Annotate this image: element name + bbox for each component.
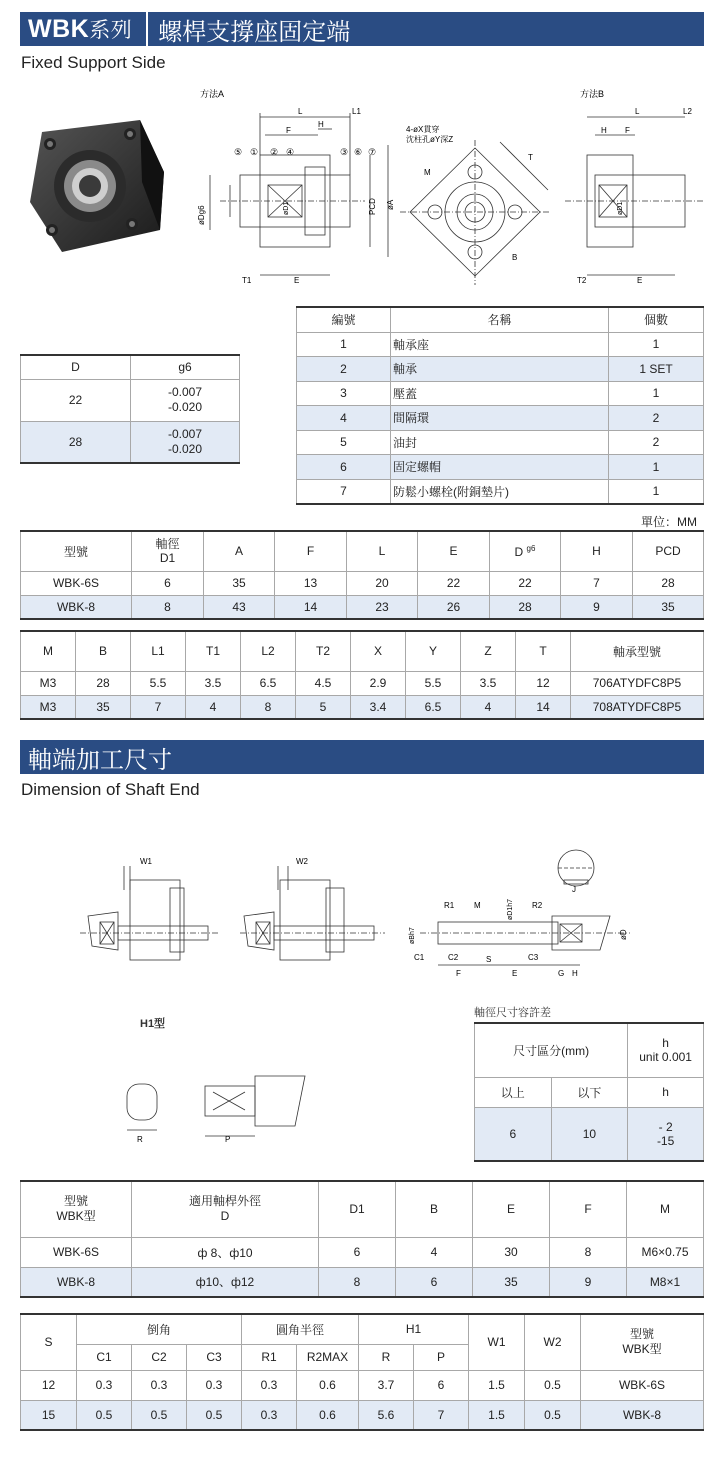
drawing-front-view	[400, 120, 560, 295]
table-cell: 8	[132, 595, 204, 619]
table-cell: 0.3	[77, 1370, 132, 1400]
table-cell: 20	[347, 571, 418, 595]
table-header-cell: 圓角半徑	[242, 1314, 359, 1344]
table-cell: 7	[131, 695, 186, 719]
dim-label-t2: T2	[577, 276, 587, 285]
table-header-cell: M	[21, 631, 76, 671]
dim-label-d1-b: øD1	[617, 201, 624, 215]
table-cell: 6.5	[406, 695, 461, 719]
method-a-label: 方法A	[200, 89, 225, 99]
callout-7: ⑦	[368, 147, 377, 157]
tol-header-d: D	[21, 355, 131, 379]
unit-label: 單位：MM	[641, 515, 697, 529]
dim-label-d1h7: øD1h7	[507, 898, 514, 920]
dim-label-m: M	[424, 168, 431, 177]
table-row	[21, 571, 704, 595]
table-cell: 4	[297, 406, 391, 431]
drawing-shaft-w2	[240, 850, 390, 980]
dim-label-e-shaft: E	[512, 969, 518, 978]
dim-label-pcd: PCD	[368, 198, 377, 215]
table-row	[297, 430, 704, 455]
table-header-cell: 尺寸區分(mm)	[475, 1023, 628, 1077]
table-cell: 油封	[391, 430, 609, 455]
table-cell: 14	[516, 695, 571, 719]
dim-label-e-b: E	[637, 276, 643, 285]
dim-label-d1: øD1	[283, 201, 290, 215]
table-cell: M8×1	[627, 1267, 704, 1297]
table-cell: 0.3	[187, 1370, 242, 1400]
hole-note-2: 沈柱孔øY深Z	[406, 135, 454, 144]
table-header-cell: L1	[131, 631, 186, 671]
dim-label-w1: W1	[140, 857, 152, 866]
table-cell: 13	[275, 571, 347, 595]
dim-label-h: H	[318, 120, 324, 129]
table-cell: WBK-8	[21, 1267, 132, 1297]
table-header-cell: S	[21, 1314, 77, 1370]
table-header-cell: B	[76, 631, 131, 671]
table-cell: 2	[609, 430, 704, 455]
dim-label-r2: R2	[532, 901, 543, 910]
table-cell: 1	[297, 332, 391, 357]
table-cell: 22	[21, 379, 131, 421]
dim-label-e: E	[294, 276, 300, 285]
dim-label-l: L	[298, 107, 303, 116]
table-row	[297, 381, 704, 406]
dim1-header-f: F	[275, 531, 347, 571]
table-cell: 4	[396, 1237, 473, 1267]
table-cell: ф10、ф12	[132, 1267, 319, 1297]
table-header-cell: L2	[241, 631, 296, 671]
dim-label-w2: W2	[296, 857, 308, 866]
series-name: WBK系列	[28, 15, 133, 43]
table-cell: 6	[319, 1237, 396, 1267]
table-cell: 軸承	[391, 357, 609, 382]
table-row	[297, 332, 704, 357]
table-cell: 0.5	[187, 1400, 242, 1430]
dimension-table-2	[20, 630, 704, 720]
table-cell: 9	[561, 595, 633, 619]
section-title-2: 軸端加工尺寸	[28, 746, 172, 774]
table-cell: 35	[204, 571, 275, 595]
table-cell: 35	[633, 595, 704, 619]
tolerance-table	[20, 354, 240, 464]
section-banner-1	[20, 12, 704, 46]
table-header-cell: T2	[296, 631, 351, 671]
section-subtitle-2: Dimension of Shaft End	[21, 780, 200, 799]
dim-label-t: T	[528, 153, 533, 162]
dim-label-d-shaft: øD	[619, 929, 628, 940]
table-header-cell: 型號 WBK型	[581, 1314, 704, 1370]
table-row	[21, 421, 240, 463]
table-cell: 0.5	[132, 1400, 187, 1430]
table-cell: 26	[418, 595, 490, 619]
parts-header-qty: 個數	[609, 307, 704, 332]
shaft-tol-caption: 軸徑尺寸容許差	[474, 1007, 551, 1019]
table-cell: 4.5	[296, 671, 351, 695]
dim-label-b: B	[512, 253, 518, 262]
table-cell: ф 8、ф10	[132, 1237, 319, 1267]
dim-label-r1: R1	[444, 901, 455, 910]
table-cell: h	[628, 1077, 704, 1107]
callout-3: ③	[340, 147, 349, 157]
table-row	[21, 379, 240, 421]
table-header-cell: T	[516, 631, 571, 671]
table-header-cell: E	[473, 1181, 550, 1237]
table-cell: 10	[551, 1107, 628, 1161]
table-header-cell: h unit 0.001	[628, 1023, 704, 1077]
table-cell: 28	[76, 671, 131, 695]
table-header-cell: W2	[525, 1314, 581, 1370]
table-cell: 1	[609, 455, 704, 480]
table-cell: 3.5	[461, 671, 516, 695]
dim1-header-model: 型號	[21, 531, 132, 571]
table-header-cell: C1	[77, 1344, 132, 1370]
table-cell: 0.5	[525, 1400, 581, 1430]
table-header-cell: R2MAX	[297, 1344, 359, 1370]
tol-header-g6: g6	[131, 355, 240, 379]
table-cell: 5	[296, 695, 351, 719]
table-cell: 14	[275, 595, 347, 619]
shaft-table-1	[20, 1180, 704, 1298]
table-row	[21, 671, 704, 695]
table-header-cell: R	[359, 1344, 414, 1370]
table-cell: 7	[297, 479, 391, 504]
table-cell: 706ATYDFC8P5	[571, 671, 704, 695]
table-cell: 43	[204, 595, 275, 619]
table-cell: 1	[609, 479, 704, 504]
table-cell: 3	[297, 381, 391, 406]
table-row	[21, 1400, 704, 1430]
table-header-cell: 軸承型號	[571, 631, 704, 671]
callout-4: ④	[286, 147, 295, 157]
table-cell: WBK-6S	[21, 571, 132, 595]
table-cell: WBK-8	[581, 1400, 704, 1430]
table-cell: 3.4	[351, 695, 406, 719]
table-cell: 9	[550, 1267, 627, 1297]
table-cell: 6.5	[241, 671, 296, 695]
table-row	[475, 1107, 704, 1161]
table-header-cell: P	[414, 1344, 469, 1370]
h1-type-label: H1型	[140, 1018, 166, 1030]
table-cell: 1	[609, 332, 704, 357]
table-row	[21, 595, 704, 619]
table-cell: 12	[516, 671, 571, 695]
table-header-cell: T1	[186, 631, 241, 671]
dim-label-c2: C2	[448, 953, 459, 962]
table-cell: 12	[21, 1370, 77, 1400]
drawing-method-a	[190, 85, 410, 290]
table-cell: 壓蓋	[391, 381, 609, 406]
table-cell: -0.007 -0.020	[131, 421, 240, 463]
table-cell: 28	[633, 571, 704, 595]
table-cell: 6	[297, 455, 391, 480]
dim1-header-a: A	[204, 531, 275, 571]
drawing-shaft-profile	[400, 840, 640, 985]
parts-header-name: 名稱	[391, 307, 609, 332]
dim-label-l-b: L	[635, 107, 640, 116]
table-cell: 28	[21, 421, 131, 463]
table-cell: 0.5	[525, 1370, 581, 1400]
table-cell: 7	[414, 1400, 469, 1430]
dim-label-f-b: F	[625, 126, 630, 135]
table-cell: -0.007 -0.020	[131, 379, 240, 421]
dim-label-l1: L1	[352, 107, 361, 116]
dim-label-c1: C1	[414, 953, 425, 962]
callout-6: ⑥	[354, 147, 363, 157]
table-cell: WBK-6S	[21, 1237, 132, 1267]
dim-label-j: J	[572, 885, 576, 894]
dim-label-f-shaft: F	[456, 969, 461, 978]
table-cell: 6	[132, 571, 204, 595]
table-header-cell: 適用軸桿外徑 D	[132, 1181, 319, 1237]
banner-divider	[146, 12, 148, 46]
table-cell: 6	[396, 1267, 473, 1297]
table-header-cell: C2	[132, 1344, 187, 1370]
dimension-table-1	[20, 530, 704, 620]
table-cell: 1	[609, 381, 704, 406]
table-cell: 4	[186, 695, 241, 719]
table-cell: M3	[21, 671, 76, 695]
section-title: 螺桿支撐座固定端	[158, 18, 351, 46]
table-cell: 5	[297, 430, 391, 455]
table-cell: 5.6	[359, 1400, 414, 1430]
dim-label-g: G	[558, 969, 565, 978]
dim1-header-l: L	[347, 531, 418, 571]
table-cell: M6×0.75	[627, 1237, 704, 1267]
table-cell: 5.5	[131, 671, 186, 695]
table-cell: 1.5	[469, 1400, 525, 1430]
table-cell: M3	[21, 695, 76, 719]
dim-label-f: F	[286, 126, 291, 135]
table-row	[21, 1237, 704, 1267]
table-cell: 軸承座	[391, 332, 609, 357]
table-row	[21, 1267, 704, 1297]
table-cell: 0.6	[297, 1400, 359, 1430]
callout-5: ⑤	[234, 147, 243, 157]
table-row	[475, 1077, 704, 1107]
table-cell: 8	[319, 1267, 396, 1297]
table-cell: 15	[21, 1400, 77, 1430]
table-header-cell: H1	[359, 1314, 469, 1344]
table-cell: 間隔環	[391, 406, 609, 431]
method-b-label: 方法B	[580, 89, 605, 99]
table-header-cell: D $^{g6}$	[490, 531, 561, 571]
table-cell: 防鬆小螺栓(附銅墊片)	[391, 479, 609, 504]
dim1-header-e: E	[418, 531, 490, 571]
table-header-cell: W1	[469, 1314, 525, 1370]
callout-2: ②	[270, 147, 279, 157]
table-header-cell: X	[351, 631, 406, 671]
table-header-cell: M	[627, 1181, 704, 1237]
dim-label-l2: L2	[683, 107, 692, 116]
table-header-cell: D1	[319, 1181, 396, 1237]
table-cell: 0.3	[132, 1370, 187, 1400]
table-cell: 以上	[475, 1077, 552, 1107]
dim-label-m-shaft: M	[474, 901, 481, 910]
table-cell: 2.9	[351, 671, 406, 695]
dim-label-s: S	[486, 955, 492, 964]
table-cell: 6	[475, 1107, 552, 1161]
table-cell: 5.5	[406, 671, 461, 695]
table-row	[297, 479, 704, 504]
drawing-shaft-w1	[70, 850, 230, 980]
table-cell: 0.6	[297, 1370, 359, 1400]
table-cell: WBK-6S	[581, 1370, 704, 1400]
section-banner-2	[20, 740, 704, 774]
dim-label-c3: C3	[528, 953, 539, 962]
table-cell: 0.3	[242, 1400, 297, 1430]
hole-note-1: 4-øX貫穿	[406, 125, 440, 134]
table-row	[297, 455, 704, 480]
table-cell: 8	[550, 1237, 627, 1267]
table-cell: 1 SET	[609, 357, 704, 382]
drawing-method-b	[565, 85, 705, 290]
table-header-cell: B	[396, 1181, 473, 1237]
table-cell: 22	[418, 571, 490, 595]
table-cell: 23	[347, 595, 418, 619]
table-header-cell: 倒角	[77, 1314, 242, 1344]
shaft-table-2	[20, 1313, 704, 1431]
dim-label-dg6: øDg6	[197, 205, 206, 225]
table-row	[297, 357, 704, 382]
parts-table	[296, 306, 704, 505]
table-cell: 28	[490, 595, 561, 619]
table-cell: 以下	[551, 1077, 628, 1107]
dim1-header-h: H	[561, 531, 633, 571]
dim-label-a: øA	[386, 199, 395, 210]
shaft-tolerance-table	[474, 1022, 704, 1162]
table-header-cell: 軸徑 D1	[132, 531, 204, 571]
dim-label-h-b: H	[601, 126, 607, 135]
dim-label-r: R	[137, 1135, 143, 1144]
table-cell: 2	[609, 406, 704, 431]
dim-label-t1: T1	[242, 276, 252, 285]
table-cell: 7	[561, 571, 633, 595]
table-cell: 3.7	[359, 1370, 414, 1400]
table-cell: 30	[473, 1237, 550, 1267]
table-row	[297, 406, 704, 431]
table-header-cell: R1	[242, 1344, 297, 1370]
table-header-cell: Y	[406, 631, 461, 671]
table-cell: 35	[473, 1267, 550, 1297]
table-header-cell: 型號 WBK型	[21, 1181, 132, 1237]
table-row	[21, 695, 704, 719]
table-cell: 固定螺帽	[391, 455, 609, 480]
table-cell: 6	[414, 1370, 469, 1400]
table-cell: 22	[490, 571, 561, 595]
dim1-header-pcd: PCD	[633, 531, 704, 571]
table-cell: 1.5	[469, 1370, 525, 1400]
product-photo	[22, 112, 172, 262]
drawing-h1-type	[115, 1070, 315, 1150]
parts-header-no: 編號	[297, 307, 391, 332]
table-cell: 4	[461, 695, 516, 719]
dim-label-bh7: øBh7	[409, 927, 416, 944]
table-header-cell: F	[550, 1181, 627, 1237]
callout-1: ①	[250, 147, 259, 157]
table-cell: WBK-8	[21, 595, 132, 619]
table-header-cell: Z	[461, 631, 516, 671]
table-header-cell: C3	[187, 1344, 242, 1370]
table-row	[21, 1370, 704, 1400]
table-cell: 708ATYDFC8P5	[571, 695, 704, 719]
table-cell: - 2 -15	[628, 1107, 704, 1161]
table-cell: 0.3	[242, 1370, 297, 1400]
table-cell: 0.5	[77, 1400, 132, 1430]
section-subtitle: Fixed Support Side	[21, 53, 166, 72]
table-cell: 8	[241, 695, 296, 719]
dim-label-p: P	[225, 1135, 231, 1144]
table-cell: 3.5	[186, 671, 241, 695]
table-cell: 35	[76, 695, 131, 719]
table-cell: 2	[297, 357, 391, 382]
dim-label-h-shaft: H	[572, 969, 578, 978]
